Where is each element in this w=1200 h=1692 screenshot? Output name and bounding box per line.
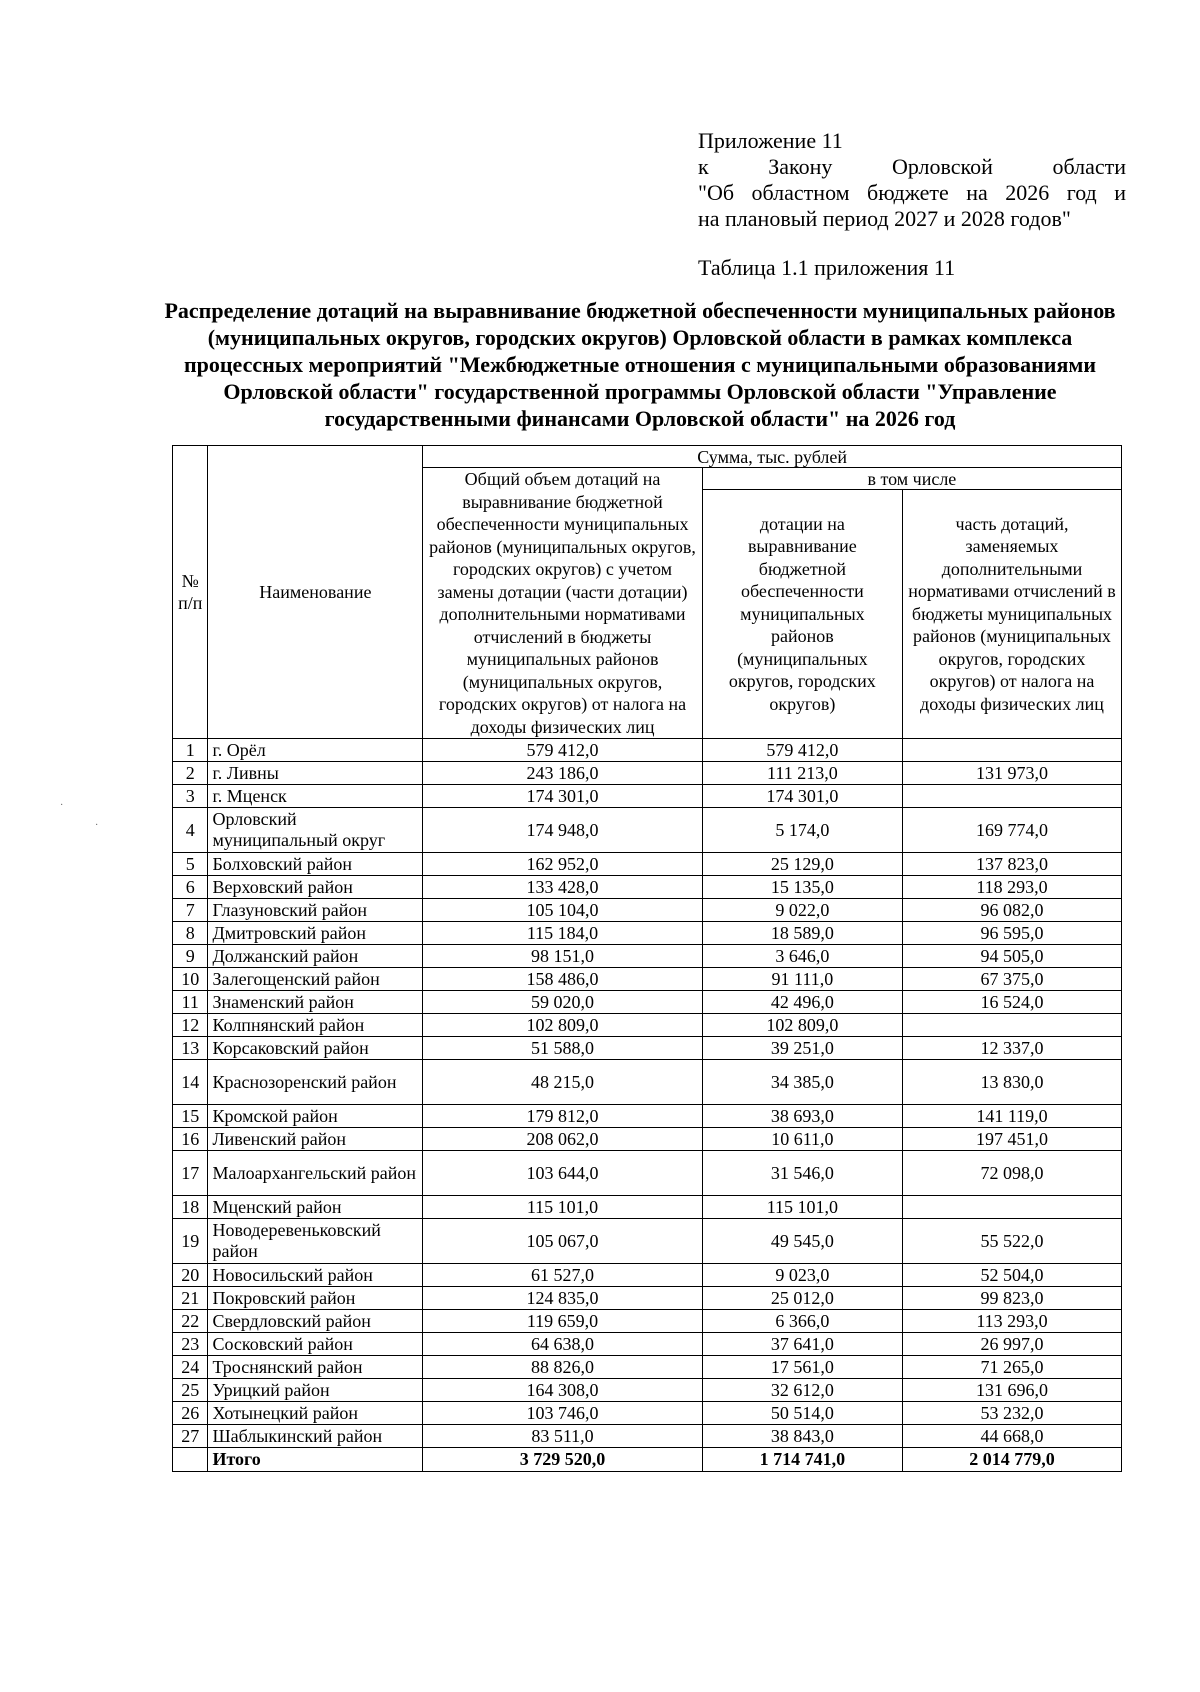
row-subsidy: 9 023,0 <box>702 1264 902 1287</box>
row-name: Новосильский район <box>208 1264 423 1287</box>
row-total: 208 062,0 <box>423 1128 702 1151</box>
row-name: Малоархангельский район <box>208 1151 423 1196</box>
row-name: Свердловский район <box>208 1310 423 1333</box>
subsidy-table <box>172 445 1122 1472</box>
row-number: 12 <box>173 1014 208 1037</box>
row-total: 164 308,0 <box>423 1379 702 1402</box>
row-subsidy: 15 135,0 <box>702 876 902 899</box>
table-row <box>173 808 1122 853</box>
row-total: 115 101,0 <box>423 1196 702 1219</box>
row-name: г. Орёл <box>208 739 423 762</box>
row-total: 133 428,0 <box>423 876 702 899</box>
row-replaced: 67 375,0 <box>902 968 1121 991</box>
table-row <box>173 1310 1122 1333</box>
table-row <box>173 1105 1122 1128</box>
table-row <box>173 1151 1122 1196</box>
table-row <box>173 1287 1122 1310</box>
row-number: 22 <box>173 1310 208 1333</box>
row-subsidy: 32 612,0 <box>702 1379 902 1402</box>
row-total: 105 067,0 <box>423 1219 702 1264</box>
row-name: Болховский район <box>208 853 423 876</box>
row-replaced <box>902 1196 1121 1219</box>
row-total: 579 412,0 <box>423 739 702 762</box>
row-subsidy: 25 129,0 <box>702 853 902 876</box>
row-subsidy: 50 514,0 <box>702 1402 902 1425</box>
row-subsidy: 174 301,0 <box>702 785 902 808</box>
row-total: 103 644,0 <box>423 1151 702 1196</box>
row-number: 17 <box>173 1151 208 1196</box>
row-name: Верховский район <box>208 876 423 899</box>
header-including: в том числе <box>702 468 1121 490</box>
row-replaced <box>902 785 1121 808</box>
table-row <box>173 968 1122 991</box>
total-replaced: 2 014 779,0 <box>902 1448 1121 1472</box>
row-name: Знаменский район <box>208 991 423 1014</box>
row-total: 102 809,0 <box>423 1014 702 1037</box>
row-number: 16 <box>173 1128 208 1151</box>
row-replaced: 12 337,0 <box>902 1037 1121 1060</box>
table-row <box>173 1060 1122 1105</box>
header-total-col: Общий объем дотаций на выравнивание бюджетной обеспеченности муниципальных районов (муниципальных округов, городских округов) с учетом замены дотации (части дотации) дополнительными нормативами отчислений в бюджеты муниципальных районов (муниципальных округов, городских округов) от налога на доходы физических лиц <box>423 468 702 739</box>
appendix-block <box>698 128 1126 232</box>
header-subsidy-col: дотации на выравнивание бюджетной обеспеченности муниципальных районов (муниципальных округов, городских округов) <box>702 490 902 739</box>
scan-speck: · <box>60 800 64 811</box>
row-total: 158 486,0 <box>423 968 702 991</box>
row-name: г. Ливны <box>208 762 423 785</box>
row-number: 27 <box>173 1425 208 1448</box>
total-sum: 3 729 520,0 <box>423 1448 702 1472</box>
appendix-line-1: Приложение 11 <box>698 128 843 153</box>
table-row <box>173 853 1122 876</box>
row-subsidy: 579 412,0 <box>702 739 902 762</box>
row-replaced: 169 774,0 <box>902 808 1121 853</box>
row-name: Краснозоренский район <box>208 1060 423 1105</box>
row-subsidy: 38 693,0 <box>702 1105 902 1128</box>
row-number: 11 <box>173 991 208 1014</box>
row-number: 24 <box>173 1356 208 1379</box>
row-subsidy: 9 022,0 <box>702 899 902 922</box>
row-total: 83 511,0 <box>423 1425 702 1448</box>
table-row <box>173 922 1122 945</box>
row-number: 3 <box>173 785 208 808</box>
row-number: 23 <box>173 1333 208 1356</box>
row-name: Кромской район <box>208 1105 423 1128</box>
table-row <box>173 1196 1122 1219</box>
row-total: 162 952,0 <box>423 853 702 876</box>
table-row <box>173 1219 1122 1264</box>
row-replaced: 52 504,0 <box>902 1264 1121 1287</box>
row-replaced: 55 522,0 <box>902 1219 1121 1264</box>
row-subsidy: 49 545,0 <box>702 1219 902 1264</box>
table-row <box>173 1379 1122 1402</box>
row-name: Мценский район <box>208 1196 423 1219</box>
row-number: 8 <box>173 922 208 945</box>
table-row <box>173 1014 1122 1037</box>
row-total: 88 826,0 <box>423 1356 702 1379</box>
row-name: Троснянский район <box>208 1356 423 1379</box>
row-number: 9 <box>173 945 208 968</box>
total-subsidy: 1 714 741,0 <box>702 1448 902 1472</box>
row-name: Дмитровский район <box>208 922 423 945</box>
row-number: 5 <box>173 853 208 876</box>
row-subsidy: 39 251,0 <box>702 1037 902 1060</box>
appendix-line-4: на плановый период 2027 и 2028 годов" <box>698 206 1071 231</box>
row-number: 25 <box>173 1379 208 1402</box>
row-subsidy: 18 589,0 <box>702 922 902 945</box>
table-note: Таблица 1.1 приложения 11 <box>698 255 956 280</box>
row-replaced: 137 823,0 <box>902 853 1121 876</box>
row-name: Новодеревеньковский район <box>208 1219 423 1264</box>
row-replaced: 96 082,0 <box>902 899 1121 922</box>
row-total: 174 301,0 <box>423 785 702 808</box>
row-total: 51 588,0 <box>423 1037 702 1060</box>
table-row <box>173 1264 1122 1287</box>
row-subsidy: 91 111,0 <box>702 968 902 991</box>
row-number: 1 <box>173 739 208 762</box>
table-row <box>173 1356 1122 1379</box>
table-row <box>173 899 1122 922</box>
table-row <box>173 1128 1122 1151</box>
table-row <box>173 762 1122 785</box>
row-number: 26 <box>173 1402 208 1425</box>
row-replaced: 16 524,0 <box>902 991 1121 1014</box>
row-number: 14 <box>173 1060 208 1105</box>
row-number: 10 <box>173 968 208 991</box>
table-row <box>173 876 1122 899</box>
row-number: 13 <box>173 1037 208 1060</box>
row-name: Корсаковский район <box>208 1037 423 1060</box>
row-number: 7 <box>173 899 208 922</box>
row-name: Сосковский район <box>208 1333 423 1356</box>
row-replaced: 71 265,0 <box>902 1356 1121 1379</box>
row-name: Орловский муниципальный округ <box>208 808 423 853</box>
row-subsidy: 42 496,0 <box>702 991 902 1014</box>
row-subsidy: 17 561,0 <box>702 1356 902 1379</box>
row-replaced: 131 973,0 <box>902 762 1121 785</box>
row-total: 243 186,0 <box>423 762 702 785</box>
total-row <box>173 1448 1122 1472</box>
table-row <box>173 1425 1122 1448</box>
scan-speck: · <box>95 820 99 831</box>
row-number: 19 <box>173 1219 208 1264</box>
row-subsidy: 3 646,0 <box>702 945 902 968</box>
row-number: 20 <box>173 1264 208 1287</box>
row-subsidy: 6 366,0 <box>702 1310 902 1333</box>
table-row <box>173 785 1122 808</box>
row-subsidy: 31 546,0 <box>702 1151 902 1196</box>
row-subsidy: 38 843,0 <box>702 1425 902 1448</box>
row-subsidy: 10 611,0 <box>702 1128 902 1151</box>
header-replaced-col: часть дотаций, заменяемых дополнительными нормативами отчислений в бюджеты муниципальных районов (муниципальных округов, городских округов) от налога на доходы физических лиц <box>902 490 1121 739</box>
row-name: Залегощенский район <box>208 968 423 991</box>
row-replaced: 53 232,0 <box>902 1402 1121 1425</box>
row-number: 15 <box>173 1105 208 1128</box>
row-total: 103 746,0 <box>423 1402 702 1425</box>
row-replaced: 131 696,0 <box>902 1379 1121 1402</box>
row-subsidy: 5 174,0 <box>702 808 902 853</box>
header-sum: Сумма, тыс. рублей <box>423 446 1122 468</box>
row-subsidy: 115 101,0 <box>702 1196 902 1219</box>
row-number: 18 <box>173 1196 208 1219</box>
header-row-1 <box>173 446 1122 468</box>
row-total: 119 659,0 <box>423 1310 702 1333</box>
row-replaced: 113 293,0 <box>902 1310 1121 1333</box>
row-number: 21 <box>173 1287 208 1310</box>
row-name: Урицкий район <box>208 1379 423 1402</box>
row-name: Хотынецкий район <box>208 1402 423 1425</box>
table-row <box>173 991 1122 1014</box>
row-name: г. Мценск <box>208 785 423 808</box>
row-replaced: 13 830,0 <box>902 1060 1121 1105</box>
total-label: Итого <box>208 1448 423 1472</box>
row-replaced <box>902 739 1121 762</box>
row-total: 124 835,0 <box>423 1287 702 1310</box>
row-replaced: 197 451,0 <box>902 1128 1121 1151</box>
row-subsidy: 37 641,0 <box>702 1333 902 1356</box>
table-row <box>173 945 1122 968</box>
row-total: 59 020,0 <box>423 991 702 1014</box>
row-total: 98 151,0 <box>423 945 702 968</box>
row-replaced: 118 293,0 <box>902 876 1121 899</box>
table-body <box>173 739 1122 1472</box>
row-number: 2 <box>173 762 208 785</box>
row-name: Ливенский район <box>208 1128 423 1151</box>
row-name: Колпнянский район <box>208 1014 423 1037</box>
row-name: Глазуновский район <box>208 899 423 922</box>
row-subsidy: 102 809,0 <box>702 1014 902 1037</box>
header-name: Наименование <box>208 446 423 739</box>
table-row <box>173 739 1122 762</box>
total-empty <box>173 1448 208 1472</box>
row-replaced: 44 668,0 <box>902 1425 1121 1448</box>
header-num: № п/п <box>173 446 208 739</box>
row-replaced: 96 595,0 <box>902 922 1121 945</box>
row-name: Шаблыкинский район <box>208 1425 423 1448</box>
row-replaced: 99 823,0 <box>902 1287 1121 1310</box>
document-title: Распределение дотаций на выравнивание бюджетной обеспеченности муниципальных районов (муниципальных округов, городских округов) Орловской области в рамках комплекса процессных мероприятий "Межбюджетные отношения с муниципальными образованиями Орловской области" государственной программы Орловской области "Управление государственными финансами Орловской области" на 2026 год <box>164 298 1116 431</box>
row-replaced: 72 098,0 <box>902 1151 1121 1196</box>
table-row <box>173 1037 1122 1060</box>
row-total: 179 812,0 <box>423 1105 702 1128</box>
row-total: 174 948,0 <box>423 808 702 853</box>
row-replaced: 26 997,0 <box>902 1333 1121 1356</box>
row-number: 4 <box>173 808 208 853</box>
row-total: 48 215,0 <box>423 1060 702 1105</box>
row-subsidy: 111 213,0 <box>702 762 902 785</box>
row-replaced: 141 119,0 <box>902 1105 1121 1128</box>
appendix-line-2: к Закону Орловской области <box>698 154 1126 179</box>
row-replaced: 94 505,0 <box>902 945 1121 968</box>
row-subsidy: 34 385,0 <box>702 1060 902 1105</box>
row-subsidy: 25 012,0 <box>702 1287 902 1310</box>
row-total: 64 638,0 <box>423 1333 702 1356</box>
table-row <box>173 1333 1122 1356</box>
row-number: 6 <box>173 876 208 899</box>
table-row <box>173 1402 1122 1425</box>
row-replaced <box>902 1014 1121 1037</box>
row-total: 61 527,0 <box>423 1264 702 1287</box>
row-total: 105 104,0 <box>423 899 702 922</box>
row-total: 115 184,0 <box>423 922 702 945</box>
row-name: Покровский район <box>208 1287 423 1310</box>
appendix-line-3: "Об областном бюджете на 2026 год и <box>698 180 1126 205</box>
row-name: Должанский район <box>208 945 423 968</box>
